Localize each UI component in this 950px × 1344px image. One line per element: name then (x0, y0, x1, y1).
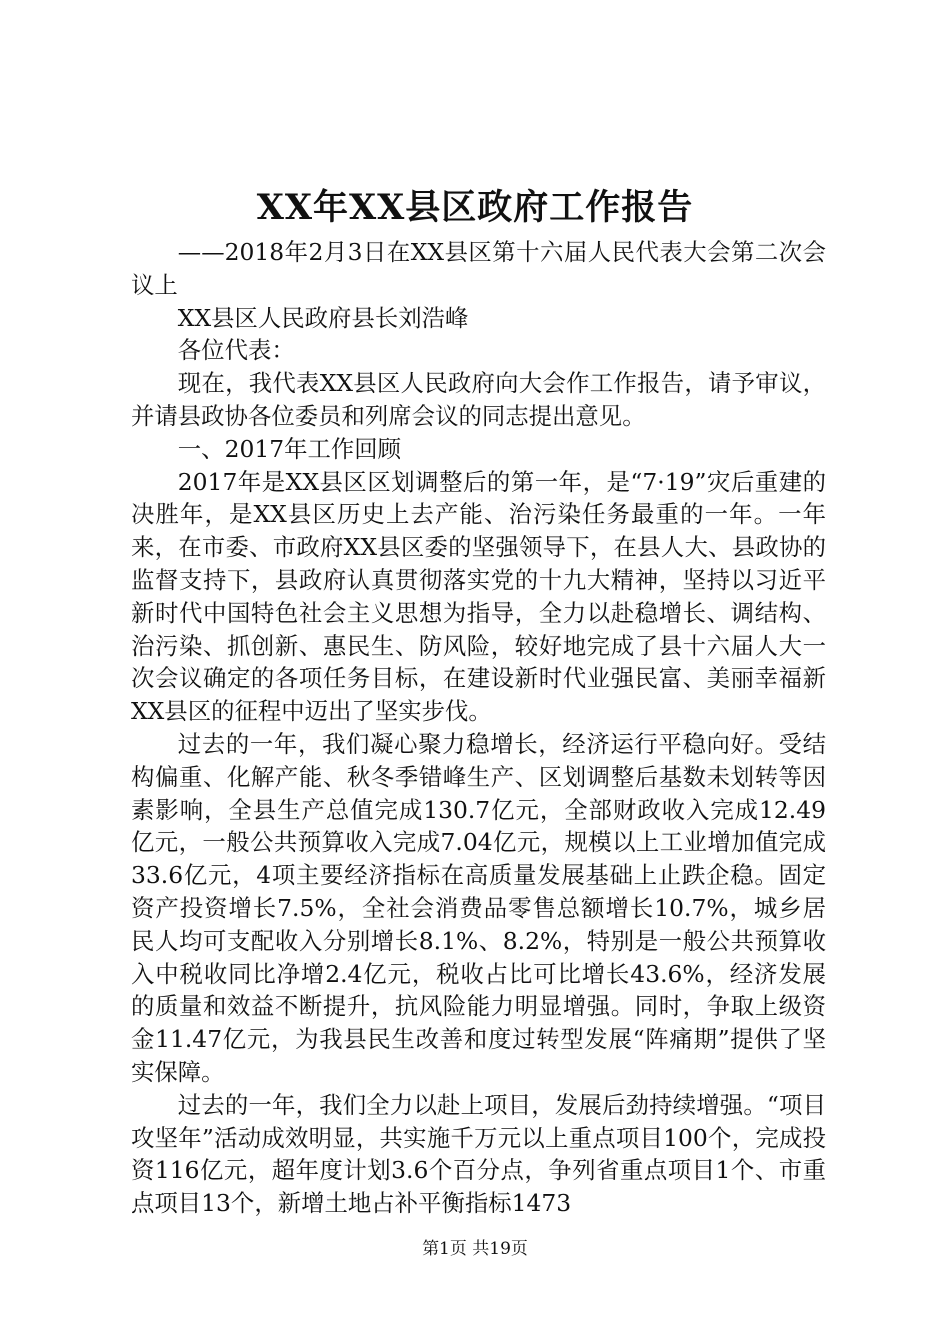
document-body (131, 236, 826, 1220)
body-paragraph: 过去的一年，我们凝心聚力稳增长，经济运行平稳向好。受结构偏重、化解产能、秋冬季错峰生产、区划调整后基数未划转等因素影响，全县生产总值完成130.7亿元，全部财政收入完成12.49亿元，一般公共预算收入完成7.04亿元，规模以上工业增加值完成33.6亿元，4项主要经济指标在高质量发展基础上止跌企稳。固定资产投资增长7.5%，全社会消费品零售总额增长10.7%，城乡居民人均可支配收入分别增长8.1%、8.2%，特别是一般公共预算收入中税收同比净增2.4亿元，税收占比可比增长43.6%，经济发展的质量和效益不断提升，抗风险能力明显增强。同时，争取上级资金11.47亿元，为我县民生改善和度过转型发展“阵痛期”提供了坚实保障。 (131, 729, 826, 1086)
salutation: 各位代表： (177, 336, 295, 365)
body-paragraph: 过去的一年，我们全力以赴上项目，发展后劲持续增强。“项目攻坚年”活动成效明显，共实施千万元以上重点项目100个，完成投资116亿元，超年度计划3.6个百分点，争列省重点项目1个、市重点项目13个，新增土地占补平衡指标1473 (131, 1090, 826, 1218)
body-paragraph: 2017年是XX县区区划调整后的第一年，是“7·19”灾后重建的决胜年，是XX县区历史上去产能、治污染任务最重的一年。一年来，在市委、市政府XX县区委的坚强领导下，在县人大、县政协的监督支持下，县政府认真贯彻落实党的十九大精神，坚持以习近平新时代中国特色社会主义思想为指导，全力以赴稳增长、调结构、治污染、抓创新、惠民生、防风险，较好地完成了县十六届人大一次会议确定的各项任务目标，在建设新时代业强民富、美丽幸福新XX县区的征程中迈出了坚实步伐。 (131, 467, 826, 726)
page-footer: 第1页 共19页 (422, 1239, 528, 1259)
section-heading: 一、2017年工作回顾 (177, 434, 402, 463)
author-line: XX县区人民政府县长刘浩峰 (177, 303, 469, 332)
subtitle-meeting-line: ——2018年2月3日在XX县区第十六届人民代表大会第二次会议上 (131, 238, 826, 299)
intro-paragraph: 现在，我代表XX县区人民政府向大会作工作报告，请予审议，并请县政协各位委员和列席会议的同志提出意见。 (131, 369, 826, 430)
document-title: XX年XX县区政府工作报告 (256, 187, 694, 228)
